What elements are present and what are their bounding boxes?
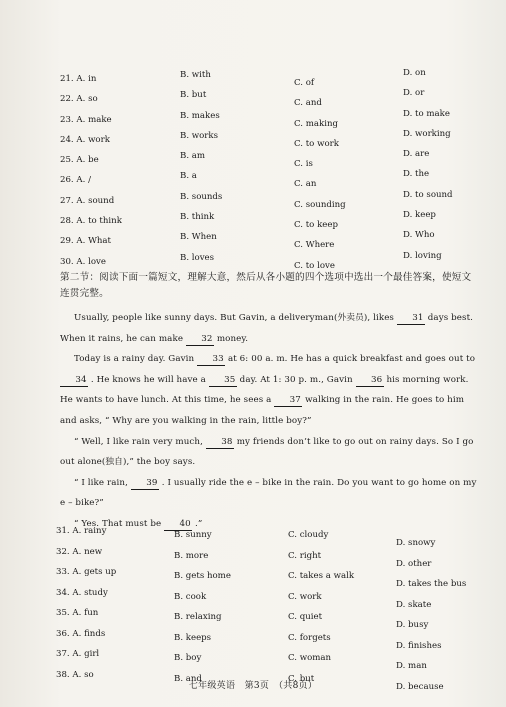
page-footer: 七年级英语 第3页 （共8页） xyxy=(188,681,318,691)
option-d: D. takes the bus xyxy=(396,579,467,589)
option-d: D. snowy xyxy=(396,538,436,548)
option-row-33 xyxy=(56,565,496,589)
option-d: D. to sound xyxy=(403,189,453,200)
option-d: D. are xyxy=(403,149,430,160)
blank-35: 35 xyxy=(209,375,237,387)
option-a: 25. A. be xyxy=(60,155,99,166)
option-d: D. finishes xyxy=(396,640,442,651)
option-a: 29. A. What xyxy=(60,236,112,247)
option-a: 22. A. so xyxy=(60,94,98,105)
option-row-31 xyxy=(56,524,496,548)
cloze-passage xyxy=(60,308,478,535)
passage-text: my friends don’t like to go out on rainy days. So I go out alone(独自),” the boy says. xyxy=(60,436,474,468)
option-d: D. other xyxy=(396,558,432,569)
passage-text: at 6: 00 a. m. He has a quick breakfast and goes out to xyxy=(227,354,476,365)
option-c: C. of xyxy=(294,78,315,88)
option-a: 38. A. so xyxy=(56,669,94,680)
option-a: 23. A. make xyxy=(60,114,112,125)
blank-36: 36 xyxy=(356,375,384,387)
option-a: 21. A. in xyxy=(60,74,97,84)
passage-text: his morning work. He wants to have lunch. At this time, he sees a xyxy=(60,374,469,406)
option-a: 27. A. sound xyxy=(60,195,115,206)
paragraph-4 xyxy=(60,473,478,514)
passage-text: . I usually ride the e – bike in the rain. Do you want to go home on my e – bike?” xyxy=(60,477,477,509)
option-c: C. quiet xyxy=(288,612,323,622)
option-a: 32. A. new xyxy=(56,546,103,557)
blank-33: 33 xyxy=(197,354,225,366)
option-c: C. an xyxy=(294,179,317,190)
option-a: 33. A. gets up xyxy=(56,567,117,577)
option-b: B. keeps xyxy=(174,632,212,643)
option-d: D. to make xyxy=(403,108,450,119)
passage-text: “ Well, I like rain very much, xyxy=(74,436,203,447)
blank-39: 39 xyxy=(131,478,159,490)
option-c: C. to work xyxy=(294,138,339,149)
option-row-26 xyxy=(60,169,490,189)
option-a: 37. A. girl xyxy=(56,649,100,659)
option-a: 30. A. love xyxy=(60,256,106,267)
option-b: B. am xyxy=(180,151,206,162)
option-b: B. sounds xyxy=(180,191,223,202)
option-a: 36. A. finds xyxy=(56,628,106,639)
option-row-27 xyxy=(60,190,490,210)
option-row-29 xyxy=(60,230,490,250)
passage-text: . He knows he will have a xyxy=(90,374,206,385)
option-b: B. with xyxy=(180,70,211,80)
option-a: 34. A. study xyxy=(56,587,108,598)
option-d: D. man xyxy=(396,661,427,671)
option-a: 28. A. to think xyxy=(60,216,122,227)
option-b: B. cook xyxy=(174,591,207,602)
option-d: D. the xyxy=(403,169,430,180)
option-b: B. more xyxy=(174,550,209,561)
passage-text: .” xyxy=(195,518,203,529)
option-b: B. When xyxy=(180,232,217,243)
option-row-36 xyxy=(56,627,496,651)
option-row-30 xyxy=(60,251,490,271)
option-b: B. but xyxy=(180,90,207,101)
option-c: C. is xyxy=(294,159,313,170)
blank-31: 31 xyxy=(397,313,425,325)
option-d: D. busy xyxy=(396,620,429,630)
option-row-22 xyxy=(60,88,490,108)
passage-text: Today is a rainy day. Gavin xyxy=(74,354,195,365)
option-d: D. working xyxy=(403,128,451,139)
passage-text: Usually, people like sunny days. But Gavin, a deliveryman(外卖员), likes xyxy=(74,313,394,323)
option-row-25 xyxy=(60,149,490,169)
option-a: 31. A. rainy xyxy=(56,526,107,536)
option-b: B. works xyxy=(180,130,219,141)
option-row-37 xyxy=(56,647,496,671)
passage-text: walking in the rain. He goes to him and asks, “ Why are you walking in the rain, little boy?” xyxy=(60,395,465,426)
passage-text: day. At 1: 30 p. m., Gavin xyxy=(239,374,353,385)
blank-40: 40 xyxy=(164,519,192,531)
passage-text: “ I like rain, xyxy=(74,477,128,488)
option-d: D. skate xyxy=(396,599,432,610)
option-c: C. work xyxy=(288,591,322,602)
paragraph-2 xyxy=(60,349,478,431)
option-row-32 xyxy=(56,545,496,569)
option-c: C. to keep xyxy=(294,220,338,231)
option-b: B. think xyxy=(180,212,215,223)
option-row-24 xyxy=(60,129,490,149)
option-row-34 xyxy=(56,586,496,610)
option-c: C. to love xyxy=(294,260,335,271)
paragraph-3 xyxy=(60,432,478,473)
options-table-21-30 xyxy=(60,68,490,271)
option-b: B. makes xyxy=(180,110,220,121)
option-c: C. takes a walk xyxy=(288,571,355,581)
option-b: B. and xyxy=(174,673,202,684)
option-c: C. making xyxy=(294,118,338,129)
option-row-35 xyxy=(56,606,496,630)
option-c: C. sounding xyxy=(294,199,346,210)
option-b: B. loves xyxy=(180,252,215,263)
option-d: D. keep xyxy=(403,210,436,221)
option-d: D. because xyxy=(396,681,444,692)
option-c: C. cloudy xyxy=(288,530,329,540)
option-b: B. a xyxy=(180,171,197,182)
option-row-28 xyxy=(60,210,490,230)
passage-text: “ Yes. That must be xyxy=(74,518,162,529)
option-c: C. forgets xyxy=(288,632,331,643)
option-c: C. right xyxy=(288,550,322,561)
option-b: B. sunny xyxy=(174,530,212,540)
option-a: 26. A. / xyxy=(60,175,91,186)
option-d: D. or xyxy=(403,88,425,99)
option-row-23 xyxy=(60,109,490,129)
blank-37: 37 xyxy=(274,395,302,407)
section-2-instruction: 第二节：阅读下面一篇短文，理解大意，然后从各小题的四个选项中选出一个最佳答案，使短文连贯完整。 xyxy=(60,272,472,299)
option-c: C. Where xyxy=(294,240,335,251)
options-table-31-38 xyxy=(56,524,496,692)
option-d: D. Who xyxy=(403,230,435,241)
paragraph-1 xyxy=(60,308,478,349)
option-a: 35. A. fun xyxy=(56,608,99,618)
option-b: B. relaxing xyxy=(174,612,222,622)
blank-38: 38 xyxy=(206,437,234,449)
option-c: C. woman xyxy=(288,653,332,663)
passage-text: money. xyxy=(216,333,249,344)
option-c: C. but xyxy=(288,673,315,684)
passage-text: days best. When it rains, he can make xyxy=(60,313,474,344)
option-row-21 xyxy=(60,68,490,88)
option-d: D. loving xyxy=(403,250,442,261)
option-b: B. boy xyxy=(174,653,202,663)
option-d: D. on xyxy=(403,68,426,78)
option-c: C. and xyxy=(294,98,322,109)
option-b: B. gets home xyxy=(174,571,231,581)
option-a: 24. A. work xyxy=(60,134,110,145)
blank-34: 34 xyxy=(60,375,88,387)
blank-32: 32 xyxy=(186,334,214,346)
